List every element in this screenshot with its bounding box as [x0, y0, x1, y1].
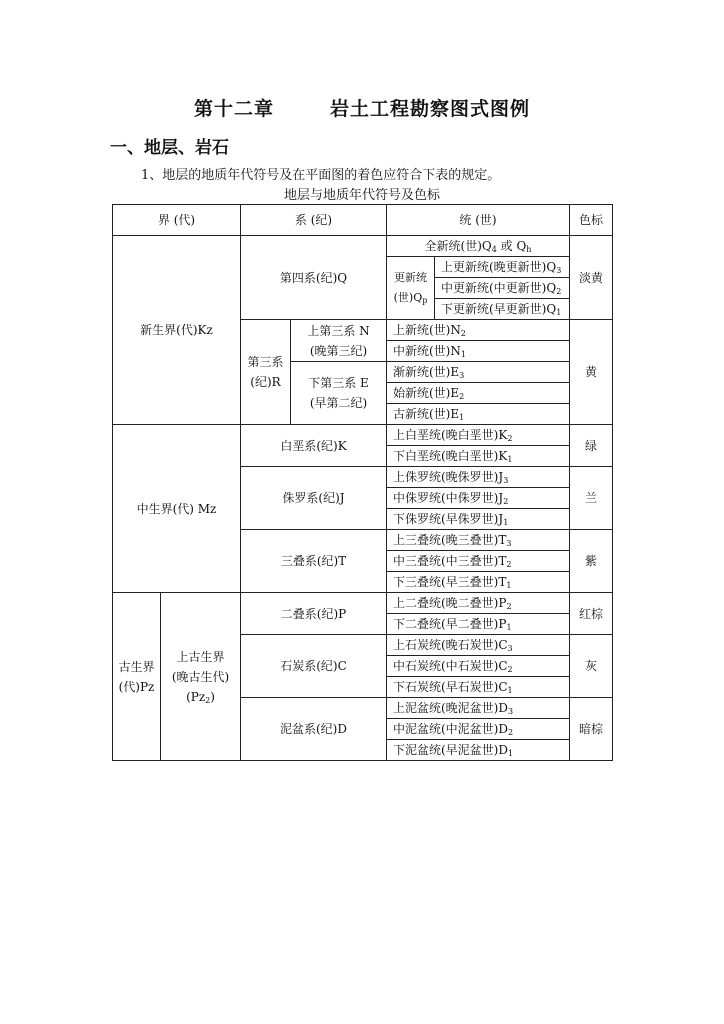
system-cretaceous: 白垩系(纪)K	[241, 425, 387, 467]
series-upper-jurassic: 上侏罗统(晚侏罗世)$J_3$	[387, 467, 570, 488]
series-lower-pleistocene: 下更新统(早更新世)$Q_1$	[435, 299, 570, 320]
table-caption: 地层与地质年代符号及色标	[283, 188, 440, 203]
strata-table	[112, 204, 613, 761]
series-pliocene: 上新统(世)$N_2$	[387, 320, 570, 341]
series-oligocene: 渐新统(世)$E_3$	[387, 362, 570, 383]
series-middle-devonian: 中泥盆统(中泥盆世)$D_2$	[387, 719, 570, 740]
color-jurassic: 兰	[570, 467, 613, 530]
series-holocene: 全新统(世)$Q_4$ 或 $Q_h$	[387, 236, 570, 257]
header-color: 色标	[570, 205, 613, 236]
system-triassic: 三叠系(纪)T	[241, 530, 387, 593]
era-paleozoic: 古生界 (代)Pz	[113, 593, 161, 761]
section-heading: 一、地层、岩石	[110, 138, 229, 158]
color-cretaceous: 绿	[570, 425, 613, 467]
series-lower-carboniferous: 下石炭统(早石炭世)$C_1$	[387, 677, 570, 698]
table-header-row	[113, 205, 613, 236]
series-miocene: 中新统(世)$N_1$	[387, 341, 570, 362]
header-system: 系 (纪)	[241, 205, 387, 236]
document-title	[0, 94, 724, 121]
system-tertiary: 第三系(纪)R	[241, 320, 291, 425]
color-carboniferous: 灰	[570, 635, 613, 698]
era-cenozoic: 新生界(代)Kz	[113, 236, 241, 425]
series-lower-cretaceous: 下白垩统(晚白垩世)$K_1$	[387, 446, 570, 467]
subsystem-neogene: 上第三系 N (晚第三纪)	[291, 320, 387, 362]
subsystem-paleogene: 下第三系 E (早第二纪)	[291, 362, 387, 425]
series-lower-triassic: 下三叠统(早三叠世)$T_1$	[387, 572, 570, 593]
series-lower-jurassic: 下侏罗统(早侏罗世)$J_1$	[387, 509, 570, 530]
system-permian: 二叠系(纪)P	[241, 593, 387, 635]
series-upper-devonian: 上泥盆统(晚泥盆世)$D_3$	[387, 698, 570, 719]
series-upper-pleistocene: 上更新统(晚更新世)$Q_3$	[435, 257, 570, 278]
chapter-title: 岩土工程勘察图式图例	[330, 98, 531, 120]
system-jurassic: 侏罗系(纪)J	[241, 467, 387, 530]
series-upper-triassic: 上三叠统(晚三叠世)$T_3$	[387, 530, 570, 551]
series-upper-permian: 上二叠统(晚二叠世)$P_2$	[387, 593, 570, 614]
system-quaternary: 第四系(纪)Q	[241, 236, 387, 320]
series-upper-cretaceous: 上白垩统(晚白垩世)$K_2$	[387, 425, 570, 446]
color-triassic: 紫	[570, 530, 613, 593]
series-middle-jurassic: 中侏罗统(中侏罗世)$J_2$	[387, 488, 570, 509]
table-row	[113, 593, 613, 614]
header-era: 界 (代)	[113, 205, 241, 236]
intro-paragraph: 1、地层的地质年代符号及在平面图的着色应符合下表的规定。	[141, 168, 501, 183]
system-carboniferous: 石炭系(纪)C	[241, 635, 387, 698]
series-lower-permian: 下二叠统(早二叠世)$P_1$	[387, 614, 570, 635]
era-mesozoic: 中生界(代) Mz	[113, 425, 241, 593]
series-upper-carboniferous: 上石炭统(晚石炭世)$C_3$	[387, 635, 570, 656]
color-quaternary: 淡黄	[570, 236, 613, 320]
header-series: 统 (世)	[387, 205, 570, 236]
table-row	[113, 425, 613, 446]
series-middle-triassic: 中三叠统(中三叠世)$T_2$	[387, 551, 570, 572]
series-paleocene: 古新统(世)$E_1$	[387, 404, 570, 425]
series-middle-carboniferous: 中石炭统(中石炭世)$C_2$	[387, 656, 570, 677]
color-devonian: 暗棕	[570, 698, 613, 761]
color-tertiary: 黄	[570, 320, 613, 425]
sub-era-upper-paleozoic: 上古生界 (晚古生代) $(Pz_2)$	[161, 593, 241, 761]
series-lower-devonian: 下泥盆统(早泥盆世)$D_1$	[387, 740, 570, 761]
chapter-number: 第十二章	[193, 98, 274, 120]
series-eocene: 始新统(世)$E_2$	[387, 383, 570, 404]
system-devonian: 泥盆系(纪)D	[241, 698, 387, 761]
table-row	[113, 236, 613, 257]
color-permian: 红棕	[570, 593, 613, 635]
series-pleistocene: 更新统(世)$Q_p$	[387, 257, 435, 320]
series-middle-pleistocene: 中更新统(中更新世)$Q_2$	[435, 278, 570, 299]
